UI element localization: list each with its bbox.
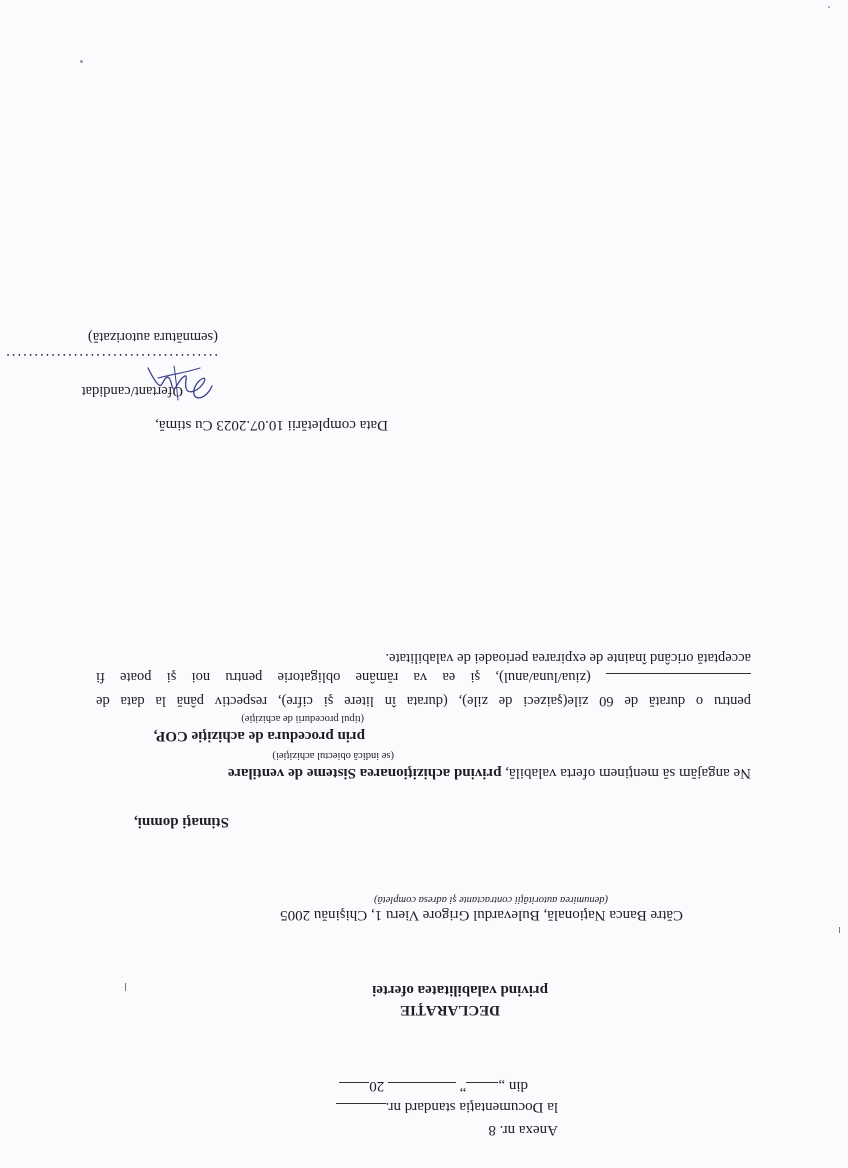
procedure-line: prin procedura de achiziţie COP, bbox=[153, 728, 365, 744]
scan-speck bbox=[80, 60, 83, 63]
bidder-label: Ofertant/candidat bbox=[81, 383, 183, 399]
acceptance-line: acceptată oricând înainte de expirarea perioadei de valabilitate. bbox=[385, 650, 751, 666]
signature-dots: ...................................... bbox=[4, 350, 218, 366]
commitment-prefix: Ne angajăm să menţinem oferta valabilă, bbox=[501, 765, 751, 781]
standard-doc-ref bbox=[336, 1099, 558, 1118]
year-blank bbox=[339, 1082, 369, 1096]
standard-doc-ref-label: la Documentaţia standard nr. bbox=[385, 1099, 558, 1115]
completion-date: Data completării 10.07.2023 Cu stimă, bbox=[155, 417, 388, 433]
scan-mark bbox=[839, 927, 840, 933]
procedure-hint: (tipul procedurii de achiziţie) bbox=[241, 713, 364, 724]
recipient-hint: (denumirea autorităţii contractante şi adresa completă) bbox=[374, 894, 608, 905]
day-blank bbox=[466, 1082, 498, 1096]
procurement-object: privind achiziţionarea Sisteme de ventilare bbox=[227, 765, 502, 781]
doc-number-blank bbox=[336, 1103, 386, 1117]
greeting: Stimaţi domni, bbox=[133, 814, 229, 830]
validity-line: pentru o durată de 60 zile(şaizeci de zile), (durata în litere şi cifre), respectiv până la data de bbox=[96, 693, 751, 709]
object-hint: (se indică obiectul achiziţiei) bbox=[272, 750, 394, 761]
document-title: DECLARAŢIE bbox=[399, 1002, 500, 1018]
expiry-date-line bbox=[96, 668, 751, 687]
expiry-date-blank bbox=[606, 673, 751, 687]
annex-number: Anexa nr. 8 bbox=[488, 1122, 558, 1138]
expiry-date-text: (ziua/luna/anul), şi ea va rămâne obligatorie pentru noi şi poate fi bbox=[96, 669, 591, 685]
recipient-line: Către Banca Naţională, Bulevardul Grigore Vieru 1, Chişinău 2005 bbox=[280, 907, 683, 923]
month-blank bbox=[388, 1082, 456, 1096]
scan-speck bbox=[828, 6, 830, 8]
standard-doc-date bbox=[339, 1078, 528, 1097]
year-prefix: 20 bbox=[369, 1078, 385, 1094]
signature-hint: (semnătura autorizată) bbox=[87, 329, 218, 345]
commitment-line bbox=[228, 765, 751, 782]
document-subtitle: privind valabilitatea ofertei bbox=[372, 982, 548, 998]
date-quote: ” bbox=[459, 1078, 467, 1094]
date-prefix: din „ bbox=[498, 1078, 528, 1094]
scan-mark bbox=[125, 983, 126, 991]
